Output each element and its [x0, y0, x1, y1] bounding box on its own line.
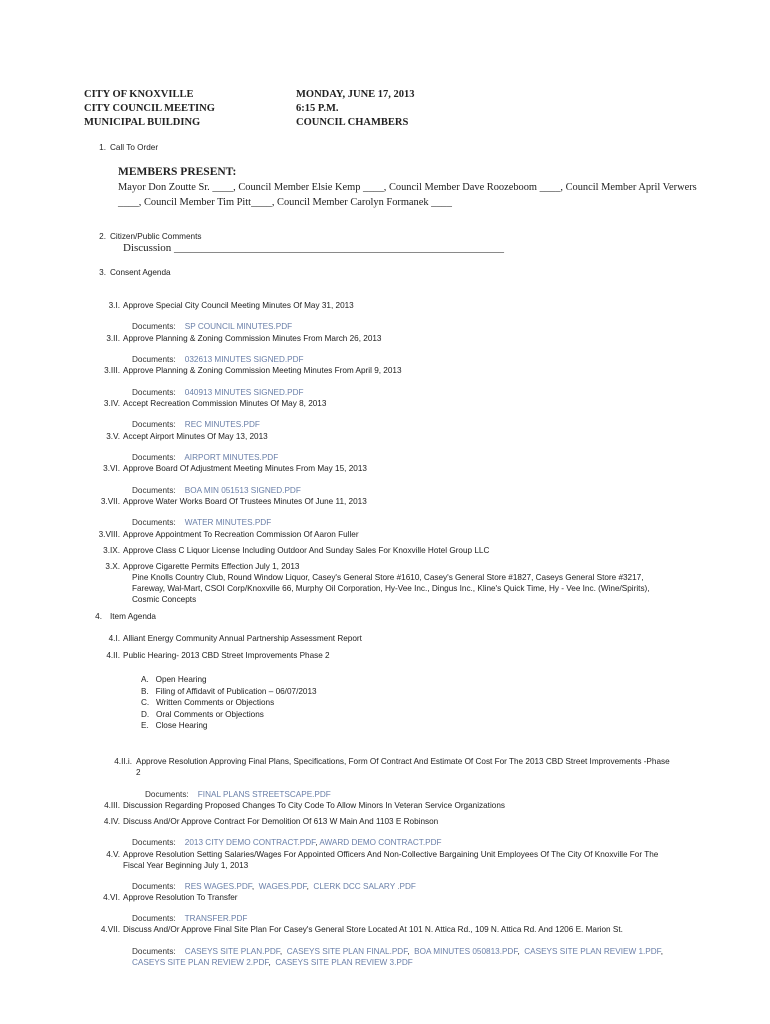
document-link[interactable]: CASEYS SITE PLAN FINAL.PDF — [286, 947, 408, 956]
item-number: 3.II. — [106, 334, 120, 343]
document-link[interactable]: SP COUNCIL MINUTES.PDF — [184, 322, 293, 331]
hearing-step: E. Close Hearing — [141, 721, 208, 730]
hearing-step: D. Oral Comments or Objections — [141, 710, 264, 719]
hearing-step: A. Open Hearing — [141, 675, 207, 684]
item-number: 3.X. — [105, 562, 120, 571]
documents-label: Documents: — [145, 790, 189, 799]
header-left — [84, 88, 215, 130]
agenda-item: Approve Class C Liquor License Including Outdoor And Sunday Sales For Knoxville Hotel Group LLC — [123, 546, 490, 555]
hearing-step: B. Filing of Affidavit of Publication – 06/07/2013 — [141, 687, 317, 696]
document-link[interactable]: FINAL PLANS STREETSCAPE.PDF — [197, 790, 331, 799]
documents-label: Documents: — [132, 355, 176, 364]
document-link[interactable]: 2013 CITY DEMO CONTRACT.PDF — [184, 838, 316, 847]
citizen-comments: Citizen/Public Comments — [110, 232, 202, 241]
document-link[interactable]: WATER MINUTES.PDF — [184, 518, 272, 527]
documents-label: Documents: — [132, 914, 176, 923]
document-link[interactable]: AWARD DEMO CONTRACT.PDF — [319, 838, 442, 847]
documents-label: Documents: — [132, 322, 176, 331]
item-number: 3.III. — [104, 366, 120, 375]
permit-list-line: Cosmic Concepts — [132, 595, 197, 604]
agenda-item: Discuss And/Or Approve Contract For Demolition Of 613 W Main And 1103 E Robinson — [123, 817, 439, 826]
documents-row — [132, 322, 292, 331]
documents-row: Documents: 2013 CITY DEMO CONTRACT.PDF, AWARD DEMO CONTRACT.PDF — [132, 838, 442, 847]
documents-row — [132, 453, 278, 462]
agenda-item-cont: 2 — [136, 768, 141, 777]
document-link[interactable]: 040913 MINUTES SIGNED.PDF — [184, 388, 304, 397]
document-link[interactable]: BOA MIN 051513 SIGNED.PDF — [184, 486, 301, 495]
header-time: 6:15 P.M. — [296, 103, 339, 114]
documents-label: Documents: — [132, 947, 176, 956]
members-title: MEMBERS PRESENT: — [118, 166, 237, 178]
header-meeting: CITY COUNCIL MEETING — [84, 103, 215, 114]
header-right — [296, 88, 415, 130]
item-number: 3.I. — [108, 301, 120, 310]
header-room: COUNCIL CHAMBERS — [296, 117, 409, 128]
item-number: 3. — [99, 268, 106, 277]
permit-list-line: Fareway, Wal-Mart, CSOI Corp/Knoxville 66, Murphy Oil Corporation, Hy-Vee Inc., Dingus Inc., Kline's Quick Time, Hy - Vee Inc. (Wine/Spirits), — [132, 584, 650, 593]
members-line-2: ____, Council Member Tim Pitt____, Council Member Carolyn Formanek ____ — [118, 197, 452, 208]
agenda-item: Approve Board Of Adjustment Meeting Minutes From May 15, 2013 — [123, 464, 367, 473]
documents-row: Documents: CASEYS SITE PLAN.PDF, CASEYS SITE PLAN FINAL.PDF, BOA MINUTES 050813.PDF, CASEYS SITE PLAN REVIEW 1.PDF, — [132, 947, 664, 956]
item-number: 3.V. — [106, 432, 120, 441]
agenda-item: Discuss And/Or Approve Final Site Plan For Casey's General Store Located At 101 N. Attica Rd., 109 N. Attica Rd. And 1206 E. Marion St. — [123, 925, 623, 934]
item-number: 4.VII. — [100, 925, 120, 934]
item-number: 1. — [99, 143, 106, 152]
item-number: 3.IX. — [103, 546, 120, 555]
documents-row — [132, 518, 271, 527]
item-number: 4.II.i. — [114, 757, 132, 766]
documents-label: Documents: — [132, 838, 176, 847]
documents-label: Documents: — [132, 486, 176, 495]
documents-row — [132, 914, 247, 923]
hearing-step: C. Written Comments or Objections — [141, 698, 275, 707]
item-number: 4.V. — [106, 850, 120, 859]
document-link[interactable]: CLERK DCC SALARY .PDF — [313, 882, 416, 891]
item-number: 3.VII. — [100, 497, 120, 506]
item-number: 4. — [95, 612, 102, 621]
item-agenda: Item Agenda — [110, 612, 156, 621]
item-number: 3.VIII. — [98, 530, 120, 539]
documents-row — [132, 486, 301, 495]
documents-label: Documents: — [132, 420, 176, 429]
documents-row — [132, 355, 304, 364]
item-number: 4.III. — [104, 801, 120, 810]
document-link[interactable]: BOA MINUTES 050813.PDF — [414, 947, 518, 956]
item-number: 2. — [99, 232, 106, 241]
header-location: MUNICIPAL BUILDING — [84, 117, 201, 128]
agenda-item: Discussion Regarding Proposed Changes To City Code To Allow Minors In Veteran Service Organizations — [123, 801, 505, 810]
agenda-item: Accept Recreation Commission Minutes Of May 8, 2013 — [123, 399, 327, 408]
item-number: 4.I. — [108, 634, 120, 643]
header-city: CITY OF KNOXVILLE — [84, 89, 194, 100]
document-link[interactable]: CASEYS SITE PLAN.PDF — [184, 947, 280, 956]
members-line-1: Mayor Don Zoutte Sr. ____, Council Member Elsie Kemp ____, Council Member Dave Roozeboom ____, Council Member April Verwers — [118, 182, 697, 193]
documents-label: Documents: — [132, 882, 176, 891]
agenda-item: Approve Resolution Approving Final Plans, Specifications, Form Of Contract And Estimate Of Cost For The 2013 CBD Street Improvements -Phase — [136, 757, 670, 766]
agenda-item-cont: Fiscal Year Beginning July 1, 2013 — [123, 861, 249, 870]
documents-row — [132, 420, 260, 429]
document-link[interactable]: CASEYS SITE PLAN REVIEW 2.PDF — [132, 958, 269, 967]
document-link[interactable]: CASEYS SITE PLAN REVIEW 1.PDF — [524, 947, 661, 956]
documents-row: Documents: RES WAGES.PDF, WAGES.PDF, CLERK DCC SALARY .PDF — [132, 882, 416, 891]
agenda-item: Alliant Energy Community Annual Partnership Assessment Report — [123, 634, 362, 643]
agenda-item: Approve Cigarette Permits Effection July 1, 2013 — [123, 562, 300, 571]
document-link[interactable]: CASEYS SITE PLAN REVIEW 3.PDF — [275, 958, 413, 967]
item-number: 4.IV. — [103, 817, 120, 826]
item-number: 4.VI. — [103, 893, 120, 902]
documents-label: Documents: — [132, 453, 176, 462]
agenda-item: Public Hearing- 2013 CBD Street Improvements Phase 2 — [123, 651, 330, 660]
documents-label: Documents: — [132, 518, 176, 527]
item-number: 4.II. — [106, 651, 120, 660]
call-to-order: Call To Order — [110, 143, 159, 152]
agenda-item: Approve Resolution To Transfer — [123, 893, 238, 902]
documents-row — [132, 388, 304, 397]
document-link[interactable]: 032613 MINUTES SIGNED.PDF — [184, 355, 304, 364]
permit-list-line: Pine Knolls Country Club, Round Window Liquor, Casey's General Store #1610, Casey's General Store #1827, Caseys General Store #3217, — [132, 573, 644, 582]
documents-label: Documents: — [132, 388, 176, 397]
document-link[interactable]: REC MINUTES.PDF — [184, 420, 260, 429]
agenda-item: Approve Resolution Setting Salaries/Wages For Appointed Officers And Non-Collective Bargaining Unit Employees Of The City Of Knoxville For The — [123, 850, 659, 859]
document-link[interactable]: AIRPORT MINUTES.PDF — [184, 453, 279, 462]
agenda-item: Approve Planning & Zoning Commission Meeting Minutes From April 9, 2013 — [123, 366, 402, 375]
documents-row — [145, 790, 331, 799]
item-number: 3.VI. — [103, 464, 120, 473]
agenda-item: Approve Special City Council Meeting Minutes Of May 31, 2013 — [123, 301, 354, 310]
documents-row-cont: CASEYS SITE PLAN REVIEW 2.PDF, CASEYS SITE PLAN REVIEW 3.PDF — [132, 958, 413, 967]
agenda-item: Approve Appointment To Recreation Commission Of Aaron Fuller — [123, 530, 359, 539]
agenda-item: Approve Water Works Board Of Trustees Minutes Of June 11, 2013 — [123, 497, 367, 506]
item-number: 3.IV. — [103, 399, 120, 408]
agenda-item: Approve Planning & Zoning Commission Minutes From March 26, 2013 — [123, 334, 382, 343]
document-link[interactable]: WAGES.PDF — [258, 882, 307, 891]
document-link[interactable]: RES WAGES.PDF — [184, 882, 252, 891]
agenda-item: Accept Airport Minutes Of May 13, 2013 — [123, 432, 268, 441]
consent-agenda: Consent Agenda — [110, 268, 171, 277]
document-link[interactable]: TRANSFER.PDF — [184, 914, 248, 923]
header-date: MONDAY, JUNE 17, 2013 — [296, 89, 415, 100]
discussion-line: Discussion ____________________________________________________________ — [123, 242, 505, 254]
